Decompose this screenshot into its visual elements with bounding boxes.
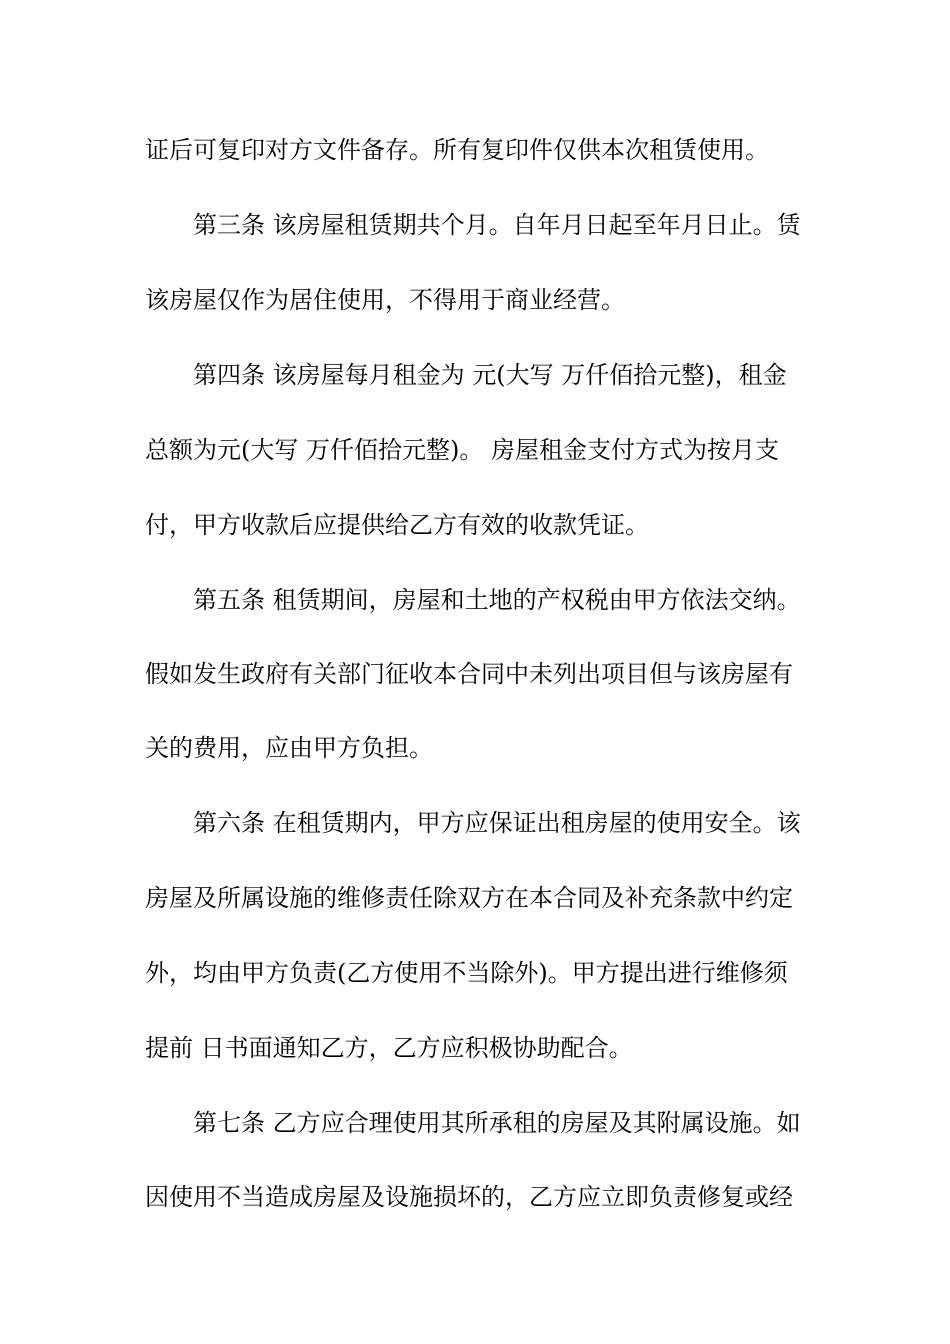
article-5-heading-line: 第五条 租赁期间，房屋和土地的产权税由甲方依法交纳。 bbox=[193, 586, 801, 614]
text-line: 关的费用，应由甲方负担。 bbox=[145, 734, 433, 762]
text-line: 证后可复印对方文件备存。所有复印件仅供本次租赁使用。 bbox=[145, 136, 769, 164]
text-line: 外，均由甲方负责(乙方使用不当除外)。甲方提出进行维修须 bbox=[145, 959, 788, 987]
article-3-heading-line: 第三条 该房屋租赁期共个月。自年月日起至年月日止。赁 bbox=[193, 211, 801, 239]
text-line: 提前 日书面通知乙方，乙方应积极协助配合。 bbox=[145, 1034, 633, 1062]
text-line: 房屋及所属设施的维修责任除双方在本合同及补充条款中约定 bbox=[145, 884, 793, 912]
article-6-heading-line: 第六条 在租赁期内，甲方应保证出租房屋的使用安全。该 bbox=[193, 809, 801, 837]
text-line: 付，甲方收款后应提供给乙方有效的收款凭证。 bbox=[145, 511, 649, 539]
text-line: 假如发生政府有关部门征收本合同中未列出项目但与该房屋有 bbox=[145, 660, 793, 688]
article-7-heading-line: 第七条 乙方应合理使用其所承租的房屋及其附属设施。如 bbox=[193, 1109, 801, 1137]
article-4-heading-line: 第四条 该房屋每月租金为 元(大写 万仟佰拾元整)，租金 bbox=[193, 361, 787, 389]
text-line: 总额为元(大写 万仟佰拾元整)。 房屋租金支付方式为按月支 bbox=[145, 436, 779, 464]
text-line: 因使用不当造成房屋及设施损坏的，乙方应立即负责修复或经 bbox=[145, 1183, 793, 1211]
text-line: 该房屋仅作为居住使用，不得用于商业经营。 bbox=[145, 286, 625, 314]
